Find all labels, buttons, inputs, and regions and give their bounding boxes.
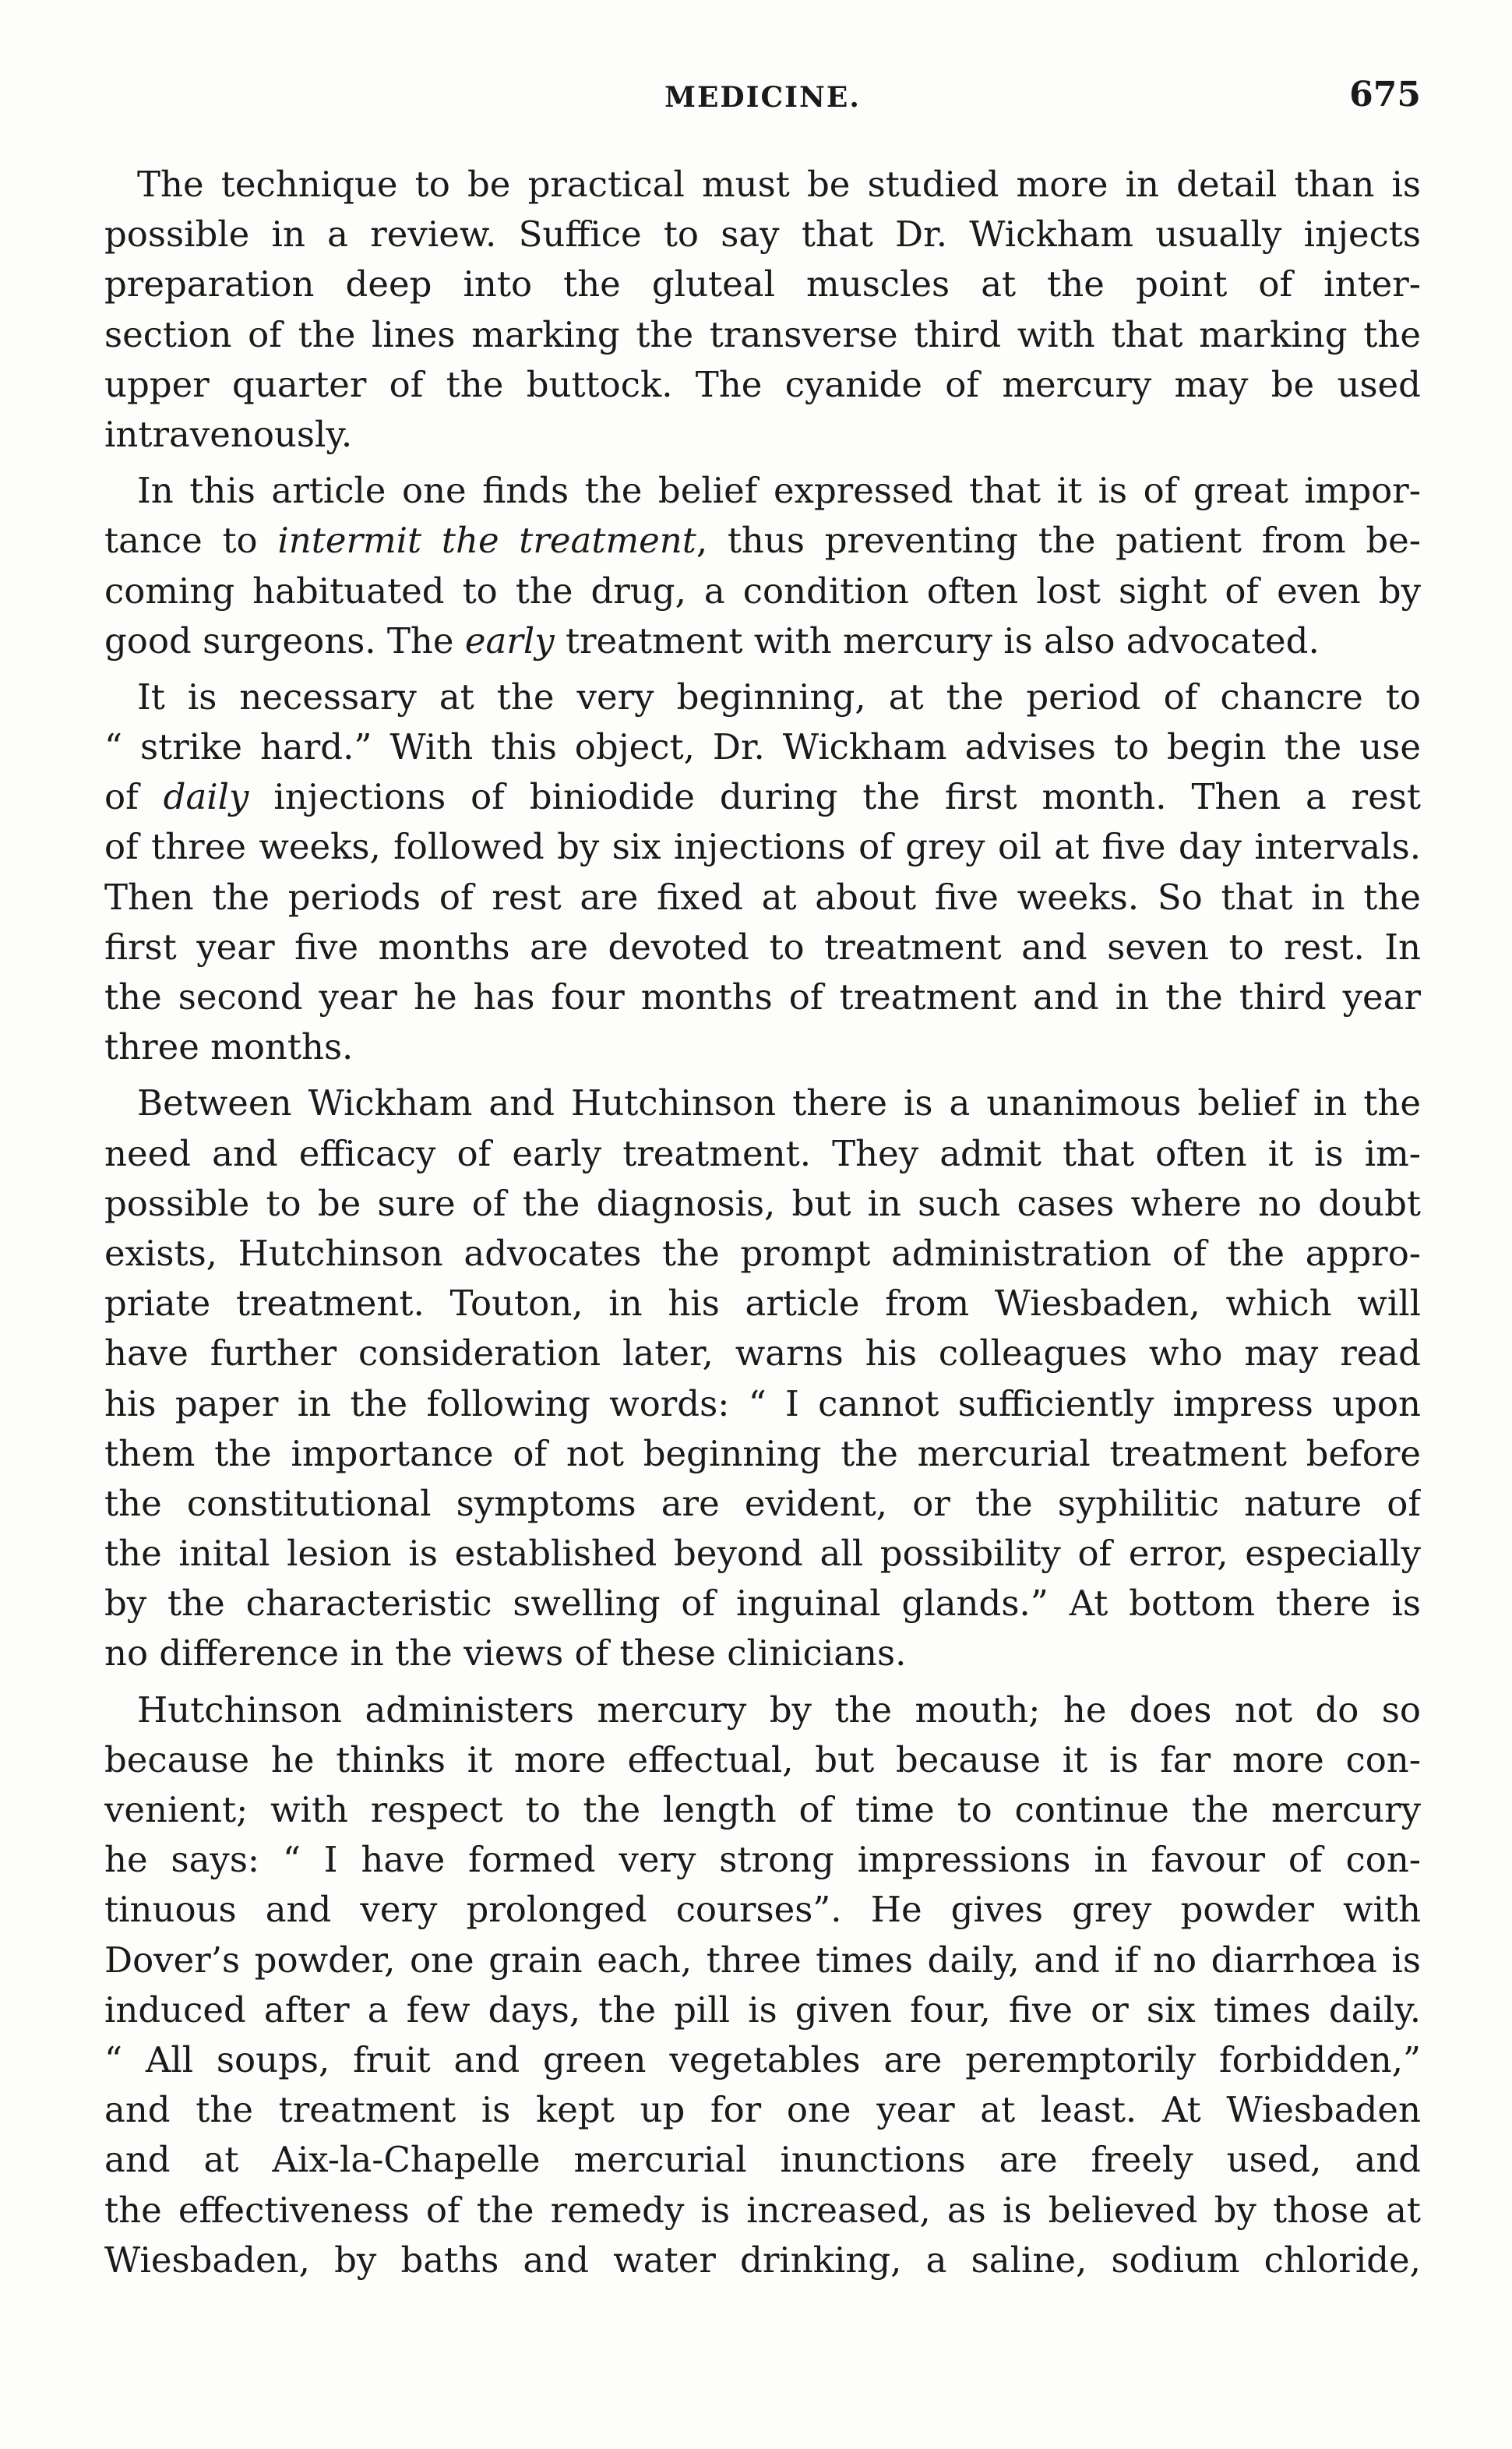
text-line [104, 1735, 1421, 1785]
text-line [104, 2035, 1421, 2085]
text-line [104, 972, 1421, 1022]
italic-phrase: daily [163, 776, 249, 818]
text-line [104, 1985, 1421, 2035]
text-run: section of the lines marking the transverse third with that marking the [104, 313, 1421, 355]
text-run: the effectiveness of the remedy is increased, as is believed by those at [104, 2189, 1421, 2231]
text-run: possible to be sure of the diagnosis, but in such cases where no doubt [104, 1182, 1421, 1224]
text-line [104, 1885, 1421, 1935]
text-line [104, 616, 1421, 666]
text-run: tance to [104, 520, 278, 562]
text-line [104, 1379, 1421, 1429]
text-line [104, 2085, 1421, 2135]
text-line [104, 672, 1421, 722]
text-line [104, 873, 1421, 923]
text-run: three months. [104, 1026, 354, 1068]
text-line [104, 1936, 1421, 1985]
text-run: by the characteristic swelling of inguinal glands.” At bottom there is [104, 1583, 1421, 1625]
text-line [104, 410, 1421, 460]
text-run: because he thinks it more effectual, but because it is far more con- [104, 1738, 1421, 1780]
body-text [104, 160, 1421, 2285]
text-line [104, 1329, 1421, 1378]
text-run: coming habituated to the drug, a condition often lost sight of even by [104, 570, 1421, 612]
text-run: venient; with respect to the length of time to continue the mercury [104, 1789, 1421, 1830]
text-line [104, 160, 1421, 210]
running-head: MEDICINE. [664, 81, 861, 114]
text-run: and the treatment is kept up for one year at least. At Wiesbaden [104, 2089, 1421, 2131]
text-line [104, 1129, 1421, 1179]
text-run: upper quarter of the buttock. The cyanide of mercury may be used [104, 363, 1421, 405]
paragraph [104, 672, 1421, 1073]
paragraph [104, 466, 1421, 666]
text-line [104, 1279, 1421, 1329]
text-run: he says: “ I have formed very strong impressions in favour of con- [104, 1839, 1421, 1881]
text-run: the inital lesion is established beyond all possibility of error, especially [104, 1533, 1421, 1575]
page-header [104, 75, 1421, 122]
text-line [104, 1835, 1421, 1885]
text-run: , thus preventing the patient from be- [696, 520, 1421, 562]
text-run: the constitutional symptoms are evident, or the syphilitic nature of [104, 1482, 1421, 1524]
text-line [104, 2135, 1421, 2185]
text-line [104, 2186, 1421, 2236]
text-run: induced after a few days, the pill is given four, five or six times daily. [104, 1988, 1421, 2031]
text-line [104, 822, 1421, 872]
text-line [104, 1429, 1421, 1479]
text-run: Between Wickham and Hutchinson there is a unanimous belief in the [137, 1082, 1421, 1124]
text-run: and at Aix-la-Chapelle mercurial inunctions are freely used, and [104, 2139, 1421, 2181]
text-line [104, 1629, 1421, 1678]
text-run: good surgeons. The [104, 619, 465, 662]
text-run: Then the periods of rest are fixed at about five weeks. So that in the [104, 876, 1421, 918]
text-run: first year five months are devoted to treatment and seven to rest. In [104, 926, 1421, 968]
text-run: treatment with mercury is also advocated. [554, 619, 1320, 662]
text-line [104, 1785, 1421, 1835]
text-run: Wiesbaden, by baths and water drinking, a saline, sodium chloride, [104, 2239, 1421, 2281]
text-line [104, 923, 1421, 972]
text-run: “ strike hard.” With this object, Dr. Wickham advises to begin the use [104, 726, 1421, 768]
text-run: Dover’s powder, one grain each, three times daily, and if no diarrhœa is [104, 1939, 1421, 1981]
text-run: his paper in the following words: “ I cannot sufficiently impress upon [104, 1382, 1421, 1424]
text-line [104, 722, 1421, 772]
text-run: exists, Hutchinson advocates the prompt administration of the appro- [104, 1232, 1421, 1274]
text-run: the second year he has four months of treatment and in the third year [104, 976, 1421, 1018]
paragraph [104, 1685, 1421, 2285]
text-line [104, 1579, 1421, 1629]
text-run: In this article one finds the belief expressed that it is of great impor- [137, 470, 1421, 512]
text-line [104, 1179, 1421, 1229]
text-run: them the importance of not beginning the mercurial treatment before [104, 1432, 1421, 1474]
text-line [104, 360, 1421, 410]
text-run: of three weeks, followed by six injections of grey oil at five day intervals. [104, 826, 1421, 868]
italic-phrase: intermit the treatment [277, 520, 696, 562]
text-line [104, 516, 1421, 566]
text-line [104, 1229, 1421, 1279]
text-line [104, 566, 1421, 616]
paragraph [104, 160, 1421, 460]
text-run: It is necessary at the very beginning, at the period of chancre to [137, 676, 1421, 718]
text-run: intravenously. [104, 413, 353, 455]
text-run: need and efficacy of early treatment. They admit that often it is im- [104, 1132, 1421, 1174]
text-line [104, 1078, 1421, 1128]
italic-phrase: early [464, 619, 555, 662]
text-line [104, 1685, 1421, 1735]
page-number: 675 [1349, 75, 1421, 115]
text-run: tinuous and very prolonged courses”. He gives grey powder with [104, 1889, 1421, 1931]
text-line [104, 259, 1421, 309]
text-run: have further consideration later, warns his colleagues who may read [104, 1332, 1421, 1374]
text-run: The technique to be practical must be studied more in detail than is [137, 164, 1421, 205]
text-run: Hutchinson administers mercury by the mouth; he does not do so [137, 1689, 1421, 1731]
text-run: “ All soups, fruit and green vegetables are peremptorily forbidden,” [104, 2038, 1421, 2080]
text-run: priate treatment. Touton, in his article from Wiesbaden, which will [104, 1283, 1421, 1325]
text-line [104, 210, 1421, 259]
text-run: of [104, 776, 164, 818]
text-line [104, 772, 1421, 822]
text-run: injections of biniodide during the first month. Then a rest [248, 776, 1421, 818]
text-line [104, 310, 1421, 360]
text-line [104, 1022, 1421, 1072]
text-line [104, 2236, 1421, 2285]
text-run: possible in a review. Suffice to say that Dr. Wickham usually injects [104, 213, 1421, 256]
text-line [104, 466, 1421, 516]
paragraph [104, 1078, 1421, 1678]
text-line [104, 1529, 1421, 1579]
text-line [104, 1479, 1421, 1529]
text-run: no difference in the views of these clinicians. [104, 1632, 907, 1674]
text-run: preparation deep into the gluteal muscles at the point of inter- [104, 263, 1421, 305]
